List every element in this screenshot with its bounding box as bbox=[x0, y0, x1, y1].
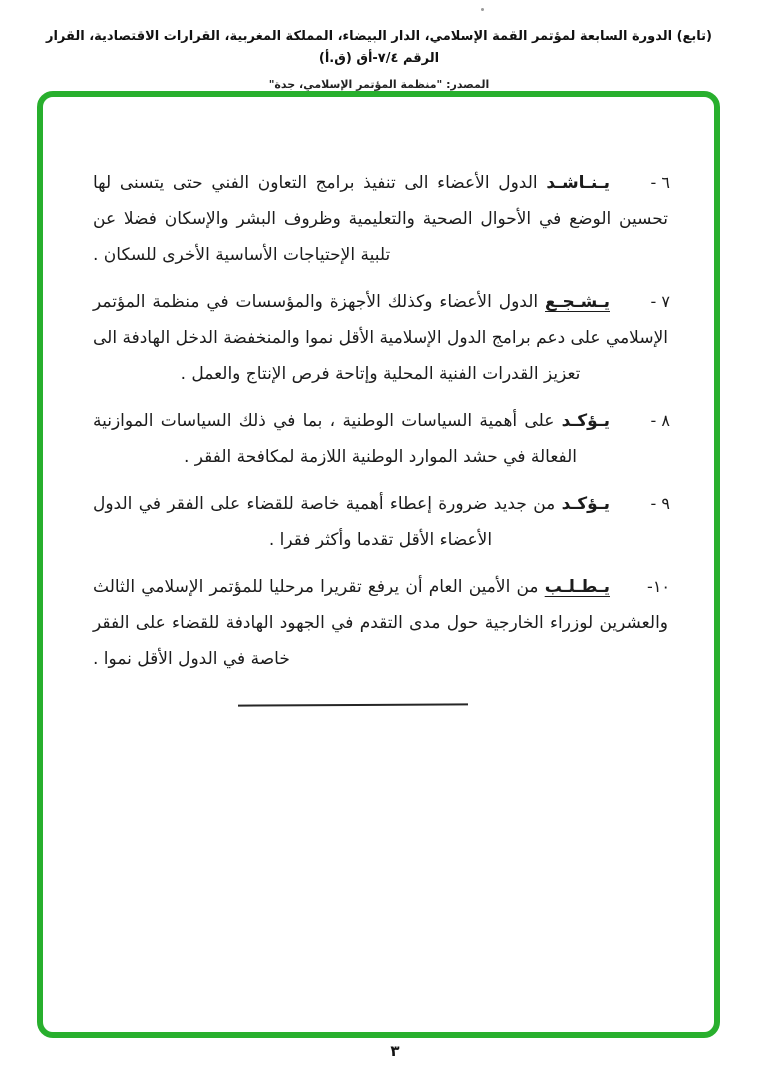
item-text: يـشـجـع الدول الأعضاء وكذلك الأجهزة والمؤسسات في منظمة المؤتمر الإسلامي على دعم برامج الدول الإسلامية الأقل نموا والمنخفضة الدخل الهادفة الى تعزيز القدرات الفنية المحلية وإتاحة فرص الإنتاج والعمل . bbox=[93, 292, 668, 384]
item-number: ٨ - bbox=[650, 411, 670, 430]
resolution-item bbox=[93, 284, 668, 392]
item-keyword: يـؤكـد bbox=[561, 411, 610, 431]
item-text: يـنـاشـد الدول الأعضاء الى تنفيذ برامج التعاون الفني حتى يتسنى لها تحسين الوضع في الأحوال الصحية والتعليمية وظروف البشر والإسكان فضلا عن تلبية الإحتياجات الأساسية الأخرى للسكان . bbox=[93, 173, 668, 265]
item-text: يـؤكـد على أهمية السياسات الوطنية ، بما في ذلك السياسات الموازنية الفعالة في حشد الموارد الوطنية اللازمة لمكافحة الفقر . bbox=[93, 411, 610, 467]
resolution-item bbox=[93, 165, 668, 273]
header-title: (تابع) الدورة السابعة لمؤتمر القمة الإسلامي، الدار البيضاء، المملكة المغربية، القرارات الاقتصادية، القرار الرقم ٧/٤-أق (ق.أ) bbox=[45, 29, 712, 66]
resolution-item bbox=[93, 486, 668, 558]
item-text: يـطـلـب من الأمين العام أن يرفع تقريرا مرحليا للمؤتمر الإسلامي الثالث والعشرين لوزراء الخارجية حول مدى التقدم في الجهود الهادفة للقضاء على الفقر خاصة في الدول الأقل نموا . bbox=[93, 577, 668, 669]
item-keyword: يـطـلـب bbox=[544, 577, 610, 597]
item-keyword: يـشـجـع bbox=[545, 292, 610, 312]
item-number: ٧ - bbox=[650, 292, 670, 311]
item-keyword: يـنـاشـد bbox=[546, 173, 610, 193]
item-number: ١٠- bbox=[647, 577, 670, 596]
header-source: المصدر: "منظمة المؤتمر الإسلامي، جدة" bbox=[268, 78, 490, 91]
resolution-item bbox=[93, 569, 668, 677]
document-header bbox=[0, 26, 758, 94]
resolution-list bbox=[93, 165, 668, 677]
separator-rule bbox=[238, 703, 468, 706]
document-body bbox=[43, 97, 714, 1032]
item-text: يـؤكـد من جديد ضرورة إعطاء أهمية خاصة للقضاء على الفقر في الدول الأعضاء الأقل تقدما وأكثر فقرا . bbox=[93, 494, 610, 550]
resolution-item bbox=[93, 403, 668, 475]
item-keyword: يـؤكـد bbox=[561, 494, 610, 514]
page-number: ٣ bbox=[390, 1042, 400, 1060]
scan-artifact-dot bbox=[481, 8, 484, 11]
item-number: ٩ - bbox=[650, 494, 670, 513]
item-number: ٦ - bbox=[650, 173, 670, 192]
